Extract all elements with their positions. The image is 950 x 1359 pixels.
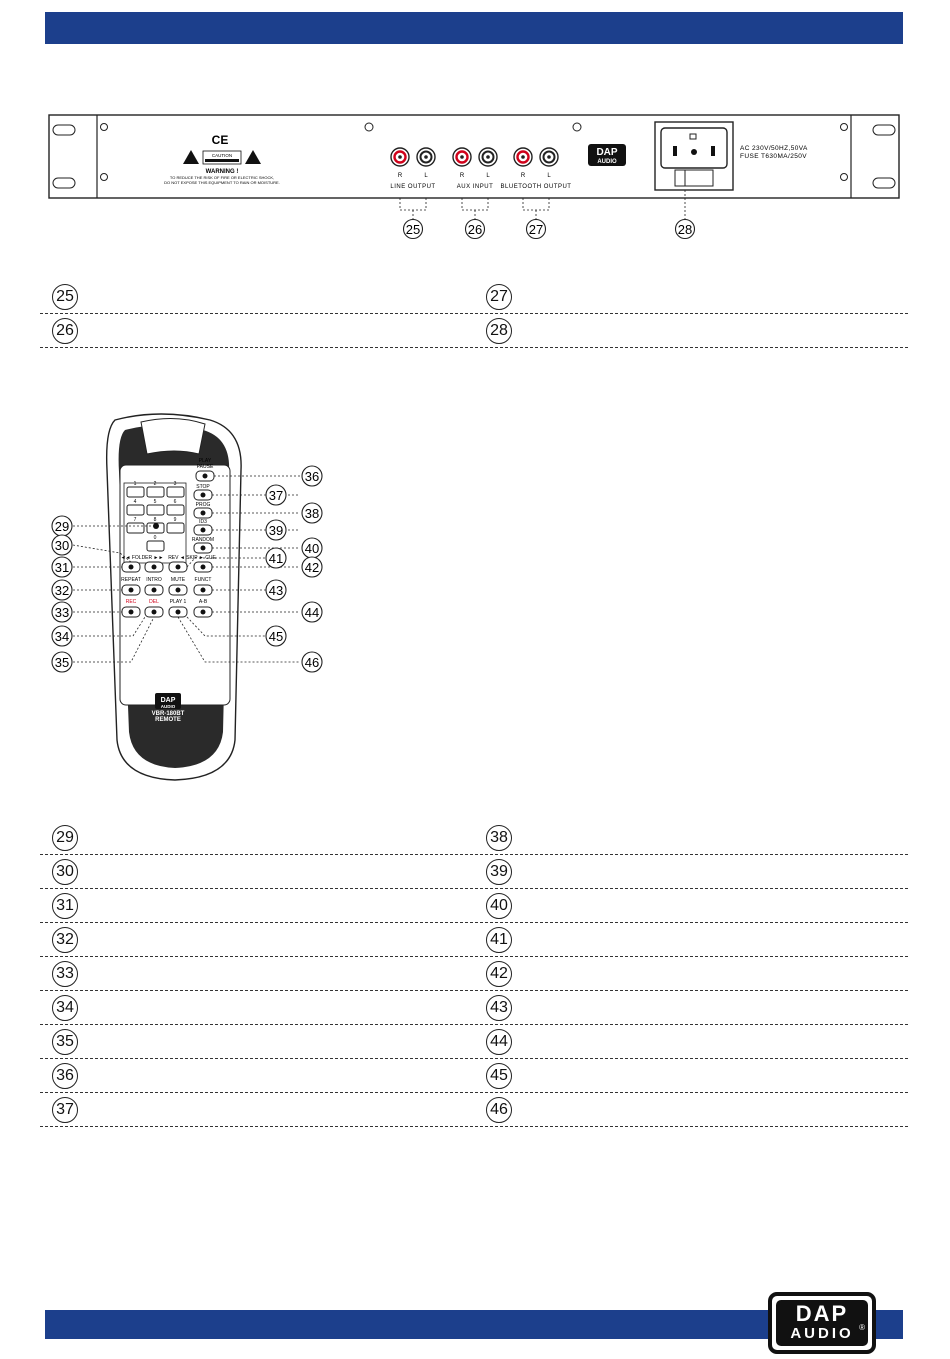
play1-label: PLAY 1 <box>169 599 187 605</box>
svg-text:34: 34 <box>54 629 70 644</box>
svg-text:DAP: DAP <box>160 697 176 704</box>
remote-callout-31 <box>52 557 72 577</box>
fuse-rating: FUSE T630MA/250V <box>740 153 807 160</box>
remote-callout-46 <box>302 652 322 672</box>
logo-bottom-text: AUDIO <box>790 1325 854 1342</box>
panel-dap-logo <box>588 144 626 166</box>
mute-label: MUTE <box>170 577 186 583</box>
footer-dap-audio-logo <box>768 1292 876 1354</box>
legend-row <box>40 280 908 314</box>
svg-text:25: 25 <box>405 222 421 237</box>
remote-callout-38 <box>302 503 322 523</box>
svg-text:6: 6 <box>173 499 177 505</box>
svg-text:1: 1 <box>133 481 137 487</box>
jack-r-label: R <box>397 173 403 179</box>
jack-l-label: L <box>486 173 490 179</box>
svg-text:35: 35 <box>54 655 70 670</box>
legend-number: 33 <box>52 961 78 987</box>
power-inlet <box>655 122 733 190</box>
legend-row <box>40 923 908 957</box>
remote-callout-43 <box>266 580 286 600</box>
remote-callout-39 <box>266 520 286 540</box>
intro-label: INTRO <box>146 577 162 583</box>
svg-text:32: 32 <box>54 583 70 598</box>
svg-text:33: 33 <box>54 605 70 620</box>
random-label: RANDOM <box>191 537 215 543</box>
remote-callout-29 <box>52 516 72 536</box>
svg-text:DAP: DAP <box>596 147 618 158</box>
svg-text:28: 28 <box>677 222 693 237</box>
pause-label: PAUSE <box>196 464 214 470</box>
legend-number: 43 <box>486 995 512 1021</box>
legend-number: 37 <box>52 1097 78 1123</box>
bluetooth-output-label: BLUETOOTH OUTPUT <box>500 184 572 190</box>
warning-line-2: DO NOT EXPOSE THIS EQUIPMENT TO RAIN OR MOISTURE. <box>164 180 280 185</box>
ab-label: A-B <box>198 599 208 605</box>
remote-callout-40 <box>302 538 322 558</box>
svg-text:3: 3 <box>173 481 177 487</box>
svg-text:4: 4 <box>133 499 137 505</box>
rear-callout-27 <box>527 220 546 239</box>
jack-l-label: L <box>424 173 428 179</box>
legend-row <box>40 1093 908 1127</box>
stop-label: STOP <box>196 484 210 490</box>
svg-text:41: 41 <box>268 551 284 566</box>
svg-text:43: 43 <box>268 583 284 598</box>
remote-control-figure <box>45 410 345 785</box>
legend-number: 38 <box>486 825 512 851</box>
legend-number: 36 <box>52 1063 78 1089</box>
remote-callout-44 <box>302 602 322 622</box>
legend-number: 39 <box>486 859 512 885</box>
legend-number: 31 <box>52 893 78 919</box>
svg-text:29: 29 <box>54 519 70 534</box>
svg-text:2: 2 <box>153 481 157 487</box>
play-label: PLAY <box>198 458 212 464</box>
remote-callout-35 <box>52 652 72 672</box>
legend-number: 32 <box>52 927 78 953</box>
rear-callout-26 <box>466 220 485 239</box>
legend-number: 44 <box>486 1029 512 1055</box>
logo-top-text: DAP <box>795 1301 849 1326</box>
remote-model: VBR-180BT <box>151 711 185 717</box>
rev-skip-cue-label: REV ◄ SKIP ► CUE <box>168 555 216 561</box>
remote-callout-33 <box>52 602 72 622</box>
repeat-label: REPEAT <box>121 577 141 583</box>
rear-panel-figure <box>45 110 905 245</box>
remote-callout-34 <box>52 626 72 646</box>
svg-text:37: 37 <box>268 488 284 503</box>
legend-row <box>40 1025 908 1059</box>
legend-number: 29 <box>52 825 78 851</box>
prog-label: PROG <box>195 502 211 508</box>
legend-number: 27 <box>486 284 512 310</box>
svg-text:27: 27 <box>528 222 544 237</box>
aux-input-label: AUX INPUT <box>456 184 494 190</box>
svg-text:42: 42 <box>304 560 320 575</box>
rec-label: REC <box>125 599 137 605</box>
svg-text:9: 9 <box>173 517 177 523</box>
legend-row <box>40 314 908 348</box>
remote-callout-32 <box>52 580 72 600</box>
funct-label: FUNCT <box>194 577 212 583</box>
legend-number: 25 <box>52 284 78 310</box>
rear-callout-28 <box>676 220 695 239</box>
legend-row <box>40 889 908 923</box>
legend-number: 35 <box>52 1029 78 1055</box>
remote-callout-30 <box>52 535 72 555</box>
legend-number: 26 <box>52 318 78 344</box>
legend-row <box>40 821 908 855</box>
legend-row <box>40 991 908 1025</box>
legend-number: 46 <box>486 1097 512 1123</box>
legend-row <box>40 957 908 991</box>
svg-text:7: 7 <box>133 517 137 523</box>
legend-number: 28 <box>486 318 512 344</box>
ce-mark: CE <box>211 133 229 147</box>
caution-label: CAUTION <box>211 153 233 158</box>
svg-text:AUDIO: AUDIO <box>597 159 617 165</box>
legend-number: 40 <box>486 893 512 919</box>
legend-number: 42 <box>486 961 512 987</box>
svg-text:AUDIO: AUDIO <box>160 704 176 709</box>
remote-callout-45 <box>266 626 286 646</box>
registered-mark: ® <box>859 1323 865 1332</box>
remote-callout-41 <box>266 548 286 568</box>
id3-label: ID3 <box>199 519 207 525</box>
svg-text:0: 0 <box>153 535 157 541</box>
power-rating: AC 230V/50HZ,50VA <box>740 145 808 152</box>
jack-r-label: R <box>459 173 465 179</box>
svg-text:39: 39 <box>268 523 284 538</box>
remote-callout-36 <box>302 466 322 486</box>
svg-text:46: 46 <box>304 655 320 670</box>
header-band <box>45 12 903 44</box>
svg-text:36: 36 <box>304 469 320 484</box>
warning-title: WARNING ! <box>205 169 239 175</box>
jack-r-label: R <box>520 173 526 179</box>
rear-callout-25 <box>404 220 423 239</box>
svg-text:31: 31 <box>54 560 70 575</box>
svg-text:45: 45 <box>268 629 284 644</box>
legend-number: 34 <box>52 995 78 1021</box>
rear-panel-legend <box>40 280 908 348</box>
legend-number: 45 <box>486 1063 512 1089</box>
remote-legend <box>40 821 908 1127</box>
svg-text:5: 5 <box>153 499 157 505</box>
remote-callout-37 <box>266 485 286 505</box>
remote-model-sub: REMOTE <box>155 717 181 723</box>
legend-row <box>40 855 908 889</box>
folder-label: ◄◄ FOLDER ►► <box>120 555 164 561</box>
svg-text:38: 38 <box>304 506 320 521</box>
jack-l-label: L <box>547 173 551 179</box>
svg-text:8: 8 <box>153 517 157 523</box>
svg-text:30: 30 <box>54 538 70 553</box>
line-output-label: LINE OUTPUT <box>390 184 436 190</box>
warning-line-1: TO REDUCE THE RISK OF FIRE OR ELECTRIC SHOCK, <box>169 175 275 180</box>
svg-text:40: 40 <box>304 541 320 556</box>
legend-row <box>40 1059 908 1093</box>
legend-number: 41 <box>486 927 512 953</box>
legend-number: 30 <box>52 859 78 885</box>
del-label: DEL <box>149 599 159 605</box>
svg-text:44: 44 <box>304 605 320 620</box>
remote-callout-42 <box>302 557 322 577</box>
svg-text:26: 26 <box>467 222 483 237</box>
remote-dap-logo <box>155 693 181 709</box>
